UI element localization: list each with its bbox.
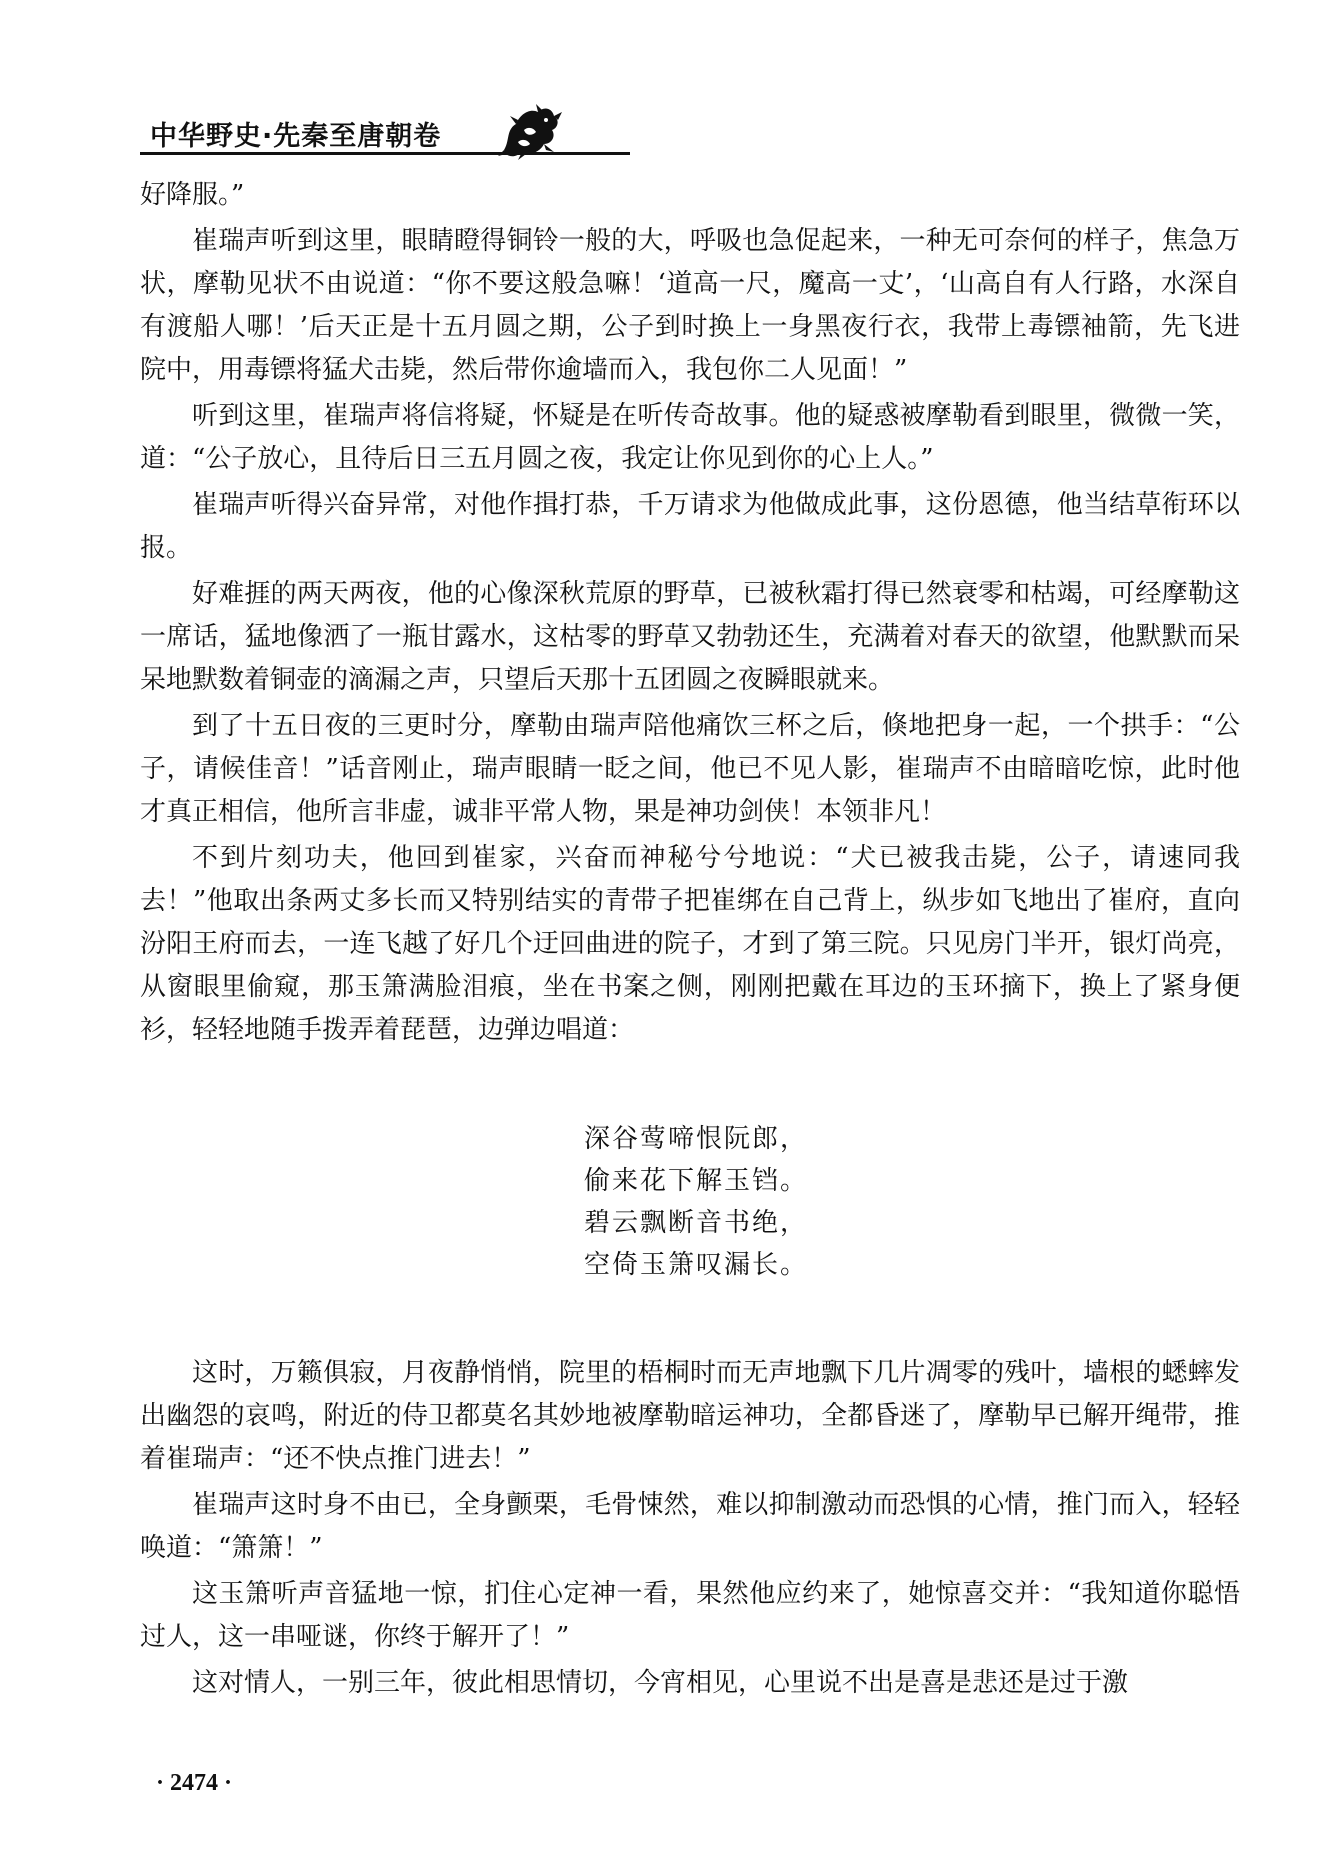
paragraph: 崔瑞声听得兴奋异常，对他作揖打恭，千万请求为他做成此事，这份恩德，他当结草衔环以报。 <box>140 490 1240 563</box>
paragraph: 这时，万籁俱寂，月夜静悄悄，院里的梧桐时而无声地飘下几片凋零的残叶，墙根的蟋蟀发出幽怨的哀鸣，附近的侍卫都莫名其妙地被摩勒暗运神功，全都昏迷了，摩勒早已解开绳带，推着崔瑞声：“还不快点推门进去！” <box>140 1358 1240 1474</box>
paragraph: 到了十五日夜的三更时分，摩勒由瑞声陪他痛饮三杯之后，倏地把身一起，一个拱手：“公子，请候佳音！”话音刚止，瑞声眼睛一眨之间，他已不见人影，崔瑞声不由暗暗吃惊，此时他才真正相信，他所言非虚，诚非平常人物，果是神功剑侠！本领非凡！ <box>140 711 1240 827</box>
paragraph: 崔瑞声听到这里，眼睛瞪得铜铃一般的大，呼吸也急促起来，一种无可奈何的样子，焦急万状，摩勒见状不由说道：“你不要这般急嘛！‘道高一尺，魔高一丈’，‘山高自有人行路，水深自有渡船人哪！’后天正是十五月圆之期，公子到时换上一身黑夜行衣，我带上毒镖袖箭，先飞进院中，用毒镖将猛犬击毙，然后带你逾墙而入，我包你二人见面！” <box>140 226 1240 385</box>
poem-line: 深谷莺啼恨阮郎， <box>584 1124 809 1154</box>
poem-line: 碧云飘断音书绝， <box>584 1208 809 1238</box>
poem <box>584 1118 1240 1286</box>
paragraph: 不到片刻功夫，他回到崔家，兴奋而神秘兮兮地说：“犬已被我击毙，公子，请速同我去！”他取出条两丈多长而又特别结实的青带子把崔绑在自己背上，纵步如飞地出了崔府，直向汾阳王府而去，一连飞越了好几个迂回曲进的院子，才到了第三院。只见房门半开，银灯尚亮，从窗眼里偷窥，那玉箫满脸泪痕，坐在书案之侧，刚刚把戴在耳边的玉环摘下，换上了紧身便衫，轻轻地随手拨弄着琵琶，边弹边唱道： <box>140 843 1240 1045</box>
body-text <box>140 174 1240 1705</box>
paragraph: 崔瑞声这时身不由已，全身颤栗，毛骨悚然，难以抑制激动而恐惧的心情，推门而入，轻轻唤道：“箫箫！” <box>140 1490 1240 1563</box>
page-number: · 2474 · <box>156 1770 233 1796</box>
paragraph: 这玉箫听声音猛地一惊，扪住心定神一看，果然他应约来了，她惊喜交并：“我知道你聪悟过人，这一串哑谜，你终于解开了！” <box>140 1579 1240 1652</box>
paragraph: 听到这里，崔瑞声将信将疑，怀疑是在听传奇故事。他的疑惑被摩勒看到眼里，微微一笑，道：“公子放心，且待后日三五月圆之夜，我定让你见到你的心上人。” <box>140 401 1240 474</box>
paragraph: 好降服。” <box>140 180 245 210</box>
poem-line: 空倚玉箫叹漏长。 <box>584 1250 809 1280</box>
dragon-icon <box>496 100 566 162</box>
poem-line: 偷来花下解玉铛。 <box>584 1166 809 1196</box>
header-title: 中华野史·先秦至唐朝卷 <box>150 121 442 152</box>
paragraph: 好难捱的两天两夜，他的心像深秋荒原的野草，已被秋霜打得已然衰零和枯竭，可经摩勒这一席话，猛地像洒了一瓶甘露水，这枯零的野草又勃勃还生，充满着对春天的欲望，他默默而呆呆地默数着铜壶的滴漏之声，只望后天那十五团圆之夜瞬眼就来。 <box>140 579 1240 695</box>
paragraph: 这对情人，一别三年，彼此相思情切，今宵相见，心里说不出是喜是悲还是过于激 <box>192 1668 1129 1698</box>
